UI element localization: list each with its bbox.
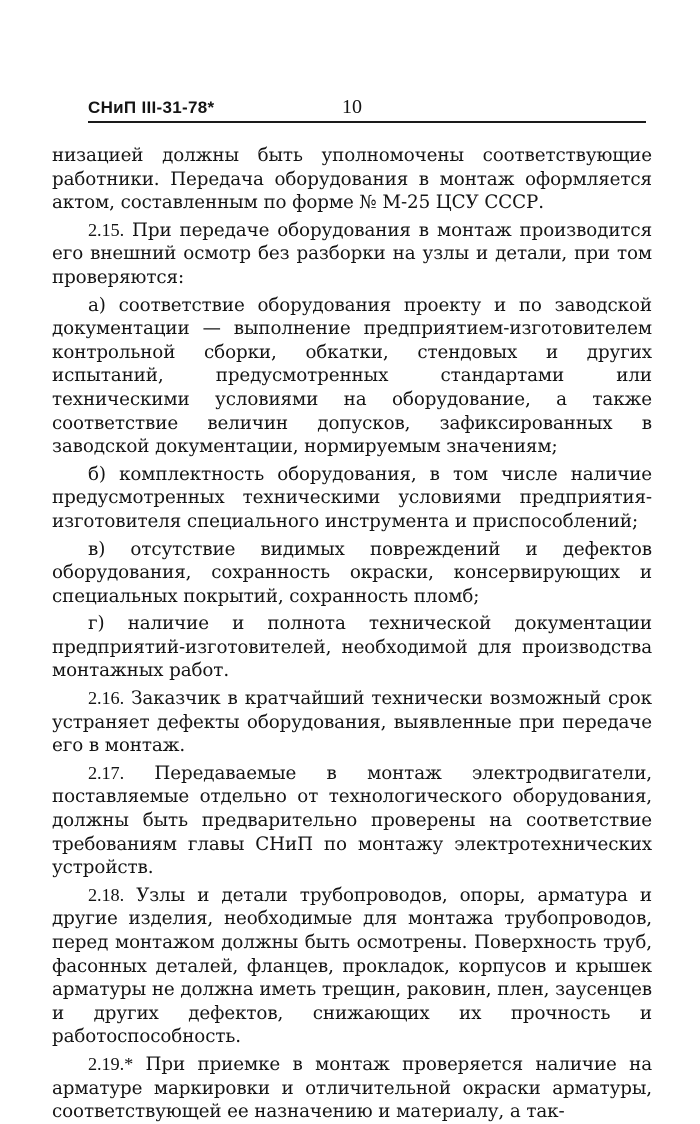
header-rule — [88, 121, 646, 123]
paragraph-2-16: 2.16. Заказчик в кратчайший технически возможный срок устраняет дефекты оборудования, выявленные при передаче его в монтаж. — [52, 688, 652, 757]
clause-number: 2.17. — [88, 762, 125, 783]
paragraph-2-15-a: а) соответствие оборудования проекту и по заводской документации — выполнение предприятием-изготовителем контрольной сборки, обкатки, стендовых и других испытаний, предусмотренных стандартами или техническими условиями на оборудование, а также соответствие величин допусков, зафиксированных в заводской документации, нормируемым значениям; — [52, 294, 652, 458]
clause-number: 2.16. — [88, 688, 125, 709]
paragraph-2-17: 2.17. Передаваемые в монтаж электродвигатели, поставляемые отдельно от технологического оборудования, должны быть предварительно проверены на соответствие требованиям главы СНиП по монтажу электротехнических устройств. — [52, 762, 652, 879]
clause-number: 2.19.* — [88, 1053, 134, 1074]
paragraph-2-18: 2.18. Узлы и детали трубопроводов, опоры, арматура и другие изделия, необходимые для монтажа трубопроводов, перед монтажом должны быть осмотрены. Поверхность труб, фасонных деталей, фланцев, прокладок, корпусов и крышек арматуры не должна иметь трещин, раковин, плен, заусенцев и других дефектов, снижающих их прочность и работоспособность. — [52, 884, 652, 1048]
document-code: СНиП III-31-78* — [88, 98, 215, 117]
paragraph-continuation: низацией должны быть уполномочены соответствующие работники. Передача оборудования в монтаж оформляется актом, составленным по форме № М-25 ЦСУ СССР. — [52, 145, 652, 214]
body-text — [52, 144, 652, 1124]
paragraph-2-15-g: г) наличие и полнота технической документации предприятий-изготовителей, необходимой для производства монтажных работ. — [52, 613, 652, 682]
paragraph-2-19: 2.19.* При приемке в монтаж проверяется наличие на арматуре маркировки и отличительной окраски арматуры, соответствующей ее назначению и материалу, а так- — [52, 1053, 652, 1123]
paragraph-2-15-v: в) отсутствие видимых повреждений и дефектов оборудования, сохранность окраски, консервирующих и специальных покрытий, сохранность пломб; — [52, 538, 652, 607]
paragraph-2-15: 2.15. При передаче оборудования в монтаж производится его внешний осмотр без разборки на узлы и детали, при том проверяются: — [52, 219, 652, 288]
paragraph-2-15-b: б) комплектность оборудования, в том числе наличие предусмотренных техническими условиями предприятия-изготовителя специального инструмента и приспособлений; — [52, 463, 652, 532]
clause-number: 2.18. — [88, 884, 125, 905]
clause-number: 2.15. — [88, 219, 125, 240]
page-header — [88, 92, 646, 124]
page-number: 10 — [342, 96, 362, 118]
